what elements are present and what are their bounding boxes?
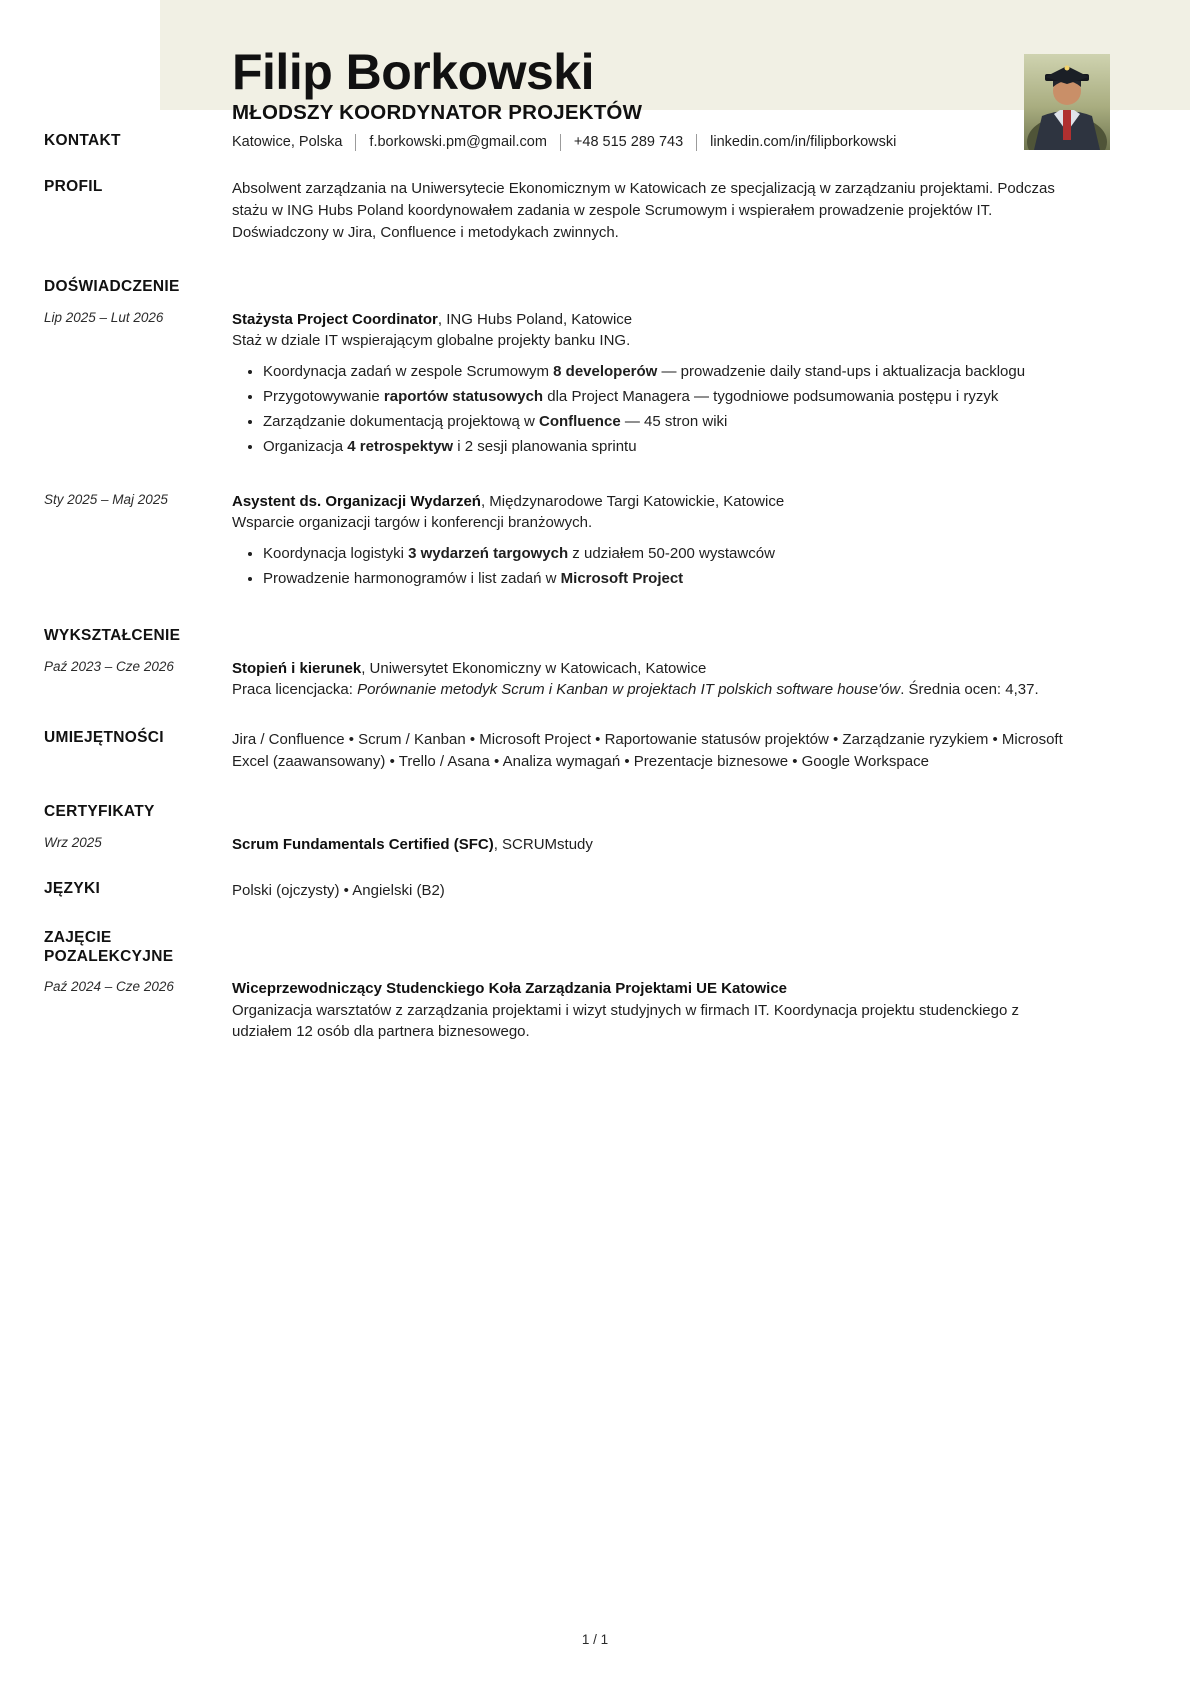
certificate-detail xyxy=(232,834,1066,856)
bullet-text-bold: 8 developerów xyxy=(553,363,658,381)
resume-header xyxy=(44,0,1066,125)
certificate-issuer: , SCRUMstudy xyxy=(493,835,593,853)
education-detail xyxy=(232,658,1066,702)
education-date-wrap xyxy=(44,658,232,676)
extracurricular-date-wrap xyxy=(44,978,232,996)
contact-location: Katowice, Polska xyxy=(232,134,343,150)
experience-item xyxy=(44,491,1066,593)
skills-section-label: UMIEJĘTNOŚCI xyxy=(44,729,164,747)
bullet-text-pre: Przygotowywanie xyxy=(263,388,384,406)
section-extracurricular-heading xyxy=(44,929,1066,966)
extracurricular-detail xyxy=(232,978,1066,1044)
education-section-label: WYKSZTAŁCENIE xyxy=(44,626,181,644)
page-title: Filip Borkowski xyxy=(232,44,595,100)
contact-email[interactable]: f.borkowski.pm@gmail.com xyxy=(369,134,547,150)
bullet-text-post: — 45 stron wiki xyxy=(620,412,728,430)
list-item xyxy=(263,568,1066,591)
certificate-date-wrap xyxy=(44,834,232,852)
experience-date: Lip 2025 – Lut 2026 xyxy=(44,309,164,325)
contact-phone[interactable]: +48 515 289 743 xyxy=(573,134,684,150)
avatar xyxy=(1024,54,1110,150)
extracurricular-date: Paź 2024 – Cze 2026 xyxy=(44,978,174,994)
experience-detail xyxy=(232,491,1066,593)
list-item xyxy=(263,386,1066,409)
profile-body xyxy=(232,178,1066,244)
extracurricular-role-text: Wiceprzewodniczący Studenckiego Koła Zarządzania Projektami UE Katowice xyxy=(232,979,788,997)
experience-headline xyxy=(232,309,1066,331)
bullet-text-post: — prowadzenie daily stand-ups i aktualizacja backlogu xyxy=(657,363,1026,381)
experience-role: Stażysta Project Coordinator xyxy=(232,310,438,328)
bullet-text-bold: raportów statusowych xyxy=(383,388,544,406)
contact-details xyxy=(232,132,1066,152)
certificates-section-label: CERTYFIKATY xyxy=(44,803,155,821)
education-school: , Uniwersytet Ekonomiczny w Katowicach, Katowice xyxy=(361,659,707,677)
education-grade: . Średnia ocen: 4,37. xyxy=(900,681,1039,699)
section-profile xyxy=(44,178,1066,244)
experience-date: Sty 2025 – Maj 2025 xyxy=(44,491,168,507)
experience-role: Asystent ds. Organizacji Wydarzeń xyxy=(232,492,481,510)
education-item xyxy=(44,658,1066,702)
education-degree: Stopień i kierunek xyxy=(232,659,362,677)
profile-section-label-wrap xyxy=(44,178,232,197)
bullet-text-bold: 4 retrospektyw xyxy=(347,437,454,455)
list-item xyxy=(263,361,1066,384)
experience-section-label-wrap xyxy=(44,278,232,297)
education-headline xyxy=(232,658,1066,680)
list-item xyxy=(263,411,1066,434)
contact-divider xyxy=(560,134,561,151)
languages-body xyxy=(232,880,1066,902)
page-footer xyxy=(0,1632,1190,1647)
section-experience-heading xyxy=(44,278,1066,297)
section-education-heading xyxy=(44,627,1066,646)
experience-headline xyxy=(232,491,1066,513)
profile-text: Absolwent zarządzania na Uniwersytecie Ekonomicznym w Katowicach ze specjalizacją w zarządzaniu projektami. Podczas stażu w ING Hubs Poland koordynowałem zadania w zespole Scrumowym i wspierałem prowadzenie projektów IT. Doświadczony w Jira, Confluence i metodykach zwinnych. xyxy=(232,180,1055,242)
certificate-item xyxy=(44,834,1066,856)
bullet-text-post: dla Project Managera — tygodniowe podsumowania postępu i ryzyk xyxy=(543,388,999,406)
contact-line xyxy=(232,132,1066,152)
languages-list: Polski (ojczysty) • Angielski (B2) xyxy=(232,881,445,899)
contact-section-label-wrap xyxy=(44,132,232,151)
skills-list: Jira / Confluence • Scrum / Kanban • Microsoft Project • Raportowanie statusów projektów • Zarządzanie ryzykiem • Microsoft Excel (zaawansowany) • Trello / Asana • Analiza wymagań • Prezentacje biznesowe • Google Workspace xyxy=(232,731,1063,771)
skills-section-label-wrap xyxy=(44,729,232,748)
experience-item xyxy=(44,309,1066,461)
section-contact xyxy=(44,132,1066,152)
experience-date-wrap xyxy=(44,491,232,509)
education-date: Paź 2023 – Cze 2026 xyxy=(44,658,174,674)
thesis-title: Porównanie metodyk Scrum i Kanban w projektach IT polskich software house'ów xyxy=(357,681,901,699)
extracurricular-section-label-wrap xyxy=(44,929,232,966)
profile-section-label: PROFIL xyxy=(44,178,103,196)
skills-body xyxy=(232,729,1066,773)
languages-section-label-wrap xyxy=(44,880,232,899)
section-certificates-heading xyxy=(44,803,1066,822)
experience-section-label: DOŚWIADCZENIE xyxy=(44,277,180,295)
page-indicator: 1 / 1 xyxy=(581,1632,609,1647)
extracurricular-description: Organizacja warsztatów z zarządzania projektami i wizyt studyjnych w firmach IT. Koordynacja projektu studenckiego z udziałem 12 osób dla partnera biznesowego. xyxy=(232,1001,1020,1041)
education-thesis xyxy=(232,679,1066,701)
bullet-text-pre: Koordynacja logistyki xyxy=(263,545,409,563)
languages-section-label: JĘZYKI xyxy=(44,879,101,897)
contact-section-label: KONTAKT xyxy=(44,132,121,149)
education-section-label-wrap xyxy=(44,627,232,646)
section-languages xyxy=(44,880,1066,902)
contact-linkedin[interactable]: linkedin.com/in/filipborkowski xyxy=(710,134,897,150)
list-item xyxy=(263,436,1066,459)
experience-bullet-list xyxy=(232,361,1066,458)
section-skills xyxy=(44,729,1066,773)
bullet-text-post: z udziałem 50-200 wystawców xyxy=(568,545,775,563)
extracurricular-role xyxy=(232,978,1066,1000)
extracurricular-section-label: ZAJĘCIE POZALEKCYJNE xyxy=(44,929,174,966)
contact-divider xyxy=(696,134,697,151)
experience-bullet-list xyxy=(232,543,1066,591)
certificate-name: Scrum Fundamentals Certified (SFC) xyxy=(232,835,494,853)
avatar-photo-icon xyxy=(1024,54,1110,150)
bullet-text-pre: Koordynacja zadań w zespole Scrumowym xyxy=(263,363,554,381)
bullet-text-pre: Prowadzenie harmonogramów i list zadań w xyxy=(263,570,561,588)
experience-company: , Międzynarodowe Targi Katowickie, Katowice xyxy=(480,492,785,510)
experience-date-wrap xyxy=(44,309,232,327)
bullet-text-pre: Zarządzanie dokumentacją projektową w xyxy=(263,412,539,430)
certificate-headline xyxy=(232,834,1066,856)
experience-summary: Wsparcie organizacji targów i konferencji branżowych. xyxy=(232,514,593,532)
experience-company: , ING Hubs Poland, Katowice xyxy=(437,310,633,328)
certificates-section-label-wrap xyxy=(44,803,232,822)
extracurricular-item xyxy=(44,978,1066,1044)
bullet-text-bold: Confluence xyxy=(538,412,621,430)
experience-detail xyxy=(232,309,1066,461)
certificate-date: Wrz 2025 xyxy=(44,834,102,850)
experience-summary: Staż w dziale IT wspierającym globalne projekty banku ING. xyxy=(232,332,631,350)
bullet-text-post: i 2 sesji planowania sprintu xyxy=(453,437,637,455)
bullet-text-bold: Microsoft Project xyxy=(560,570,684,588)
list-item xyxy=(263,543,1066,566)
thesis-label: Praca licencjacka: xyxy=(232,681,358,699)
contact-divider xyxy=(355,134,356,151)
bullet-text-bold: 3 wydarzeń targowych xyxy=(408,545,569,563)
job-title: MŁODSZY KOORDYNATOR PROJEKTÓW xyxy=(232,101,643,124)
bullet-text-pre: Organizacja xyxy=(263,437,348,455)
